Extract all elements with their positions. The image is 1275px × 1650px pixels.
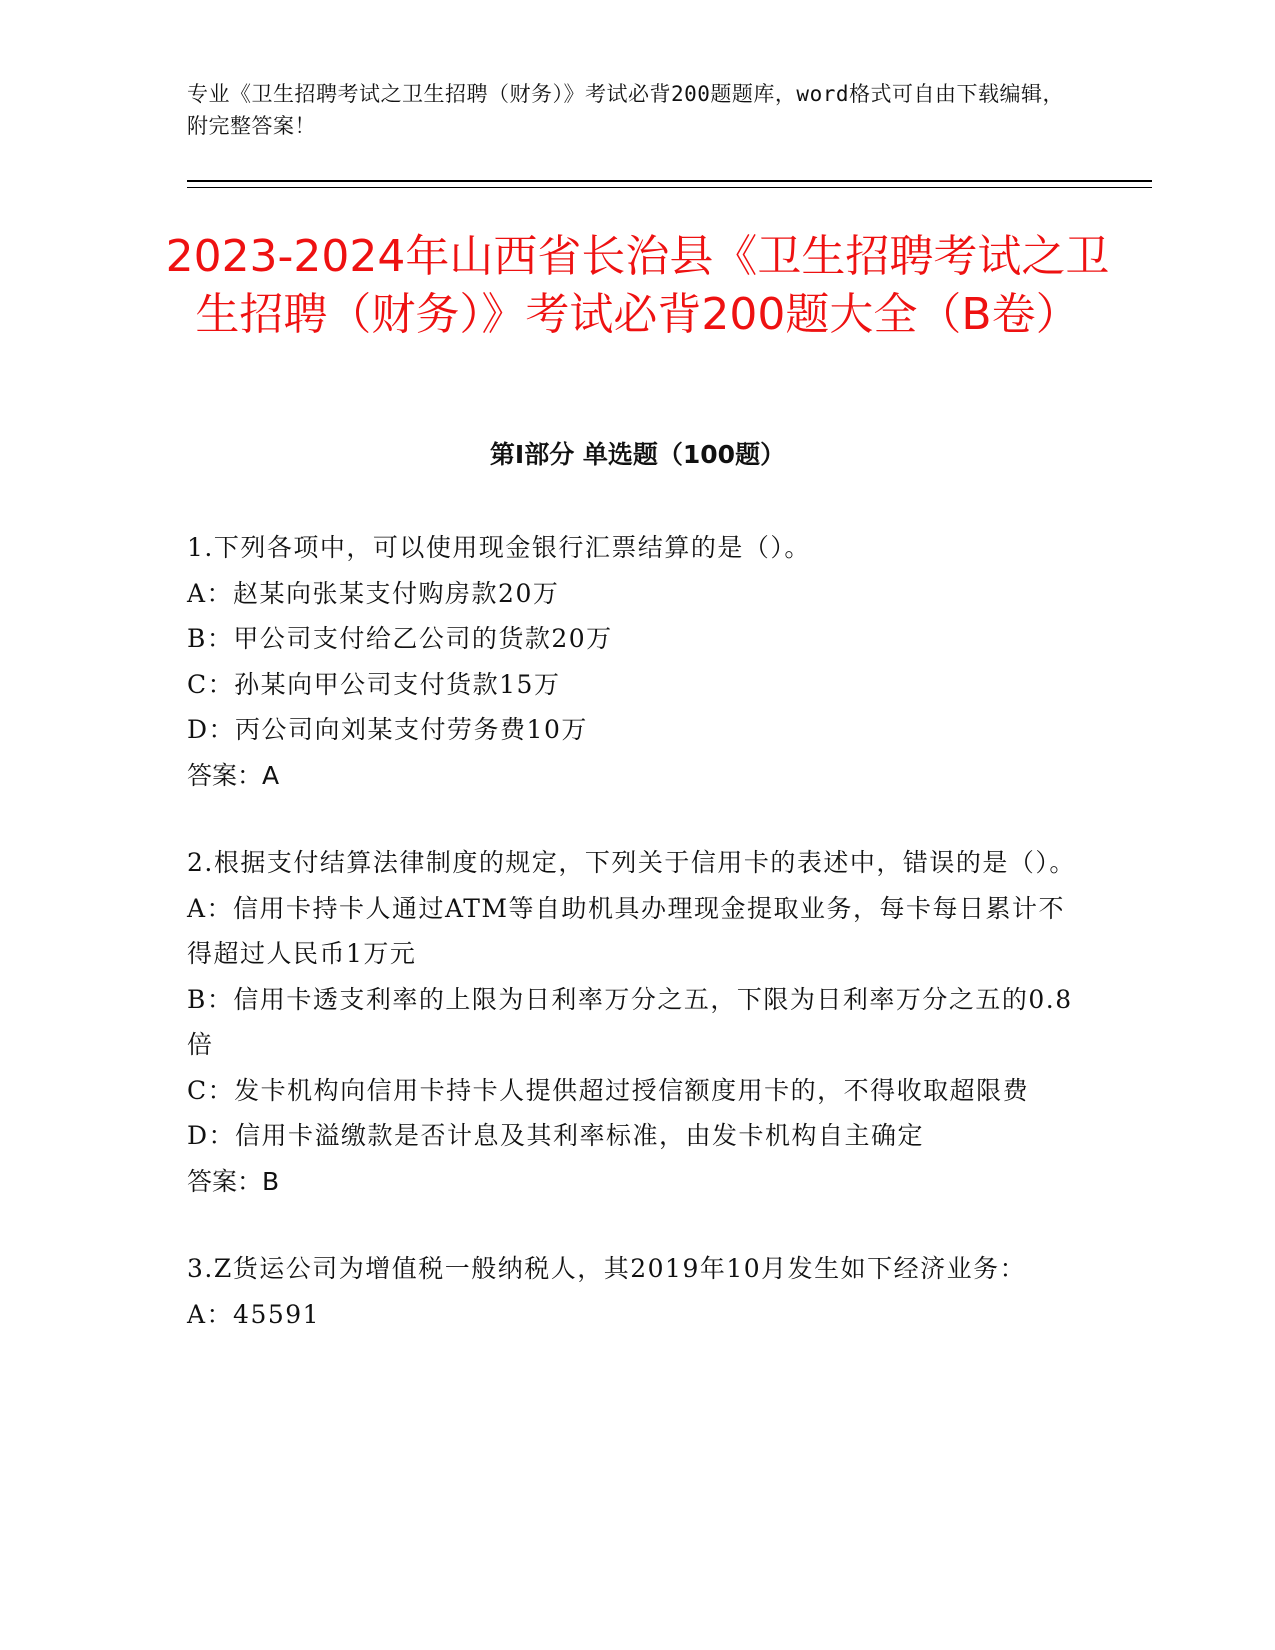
- question-1: [187, 525, 1087, 798]
- option-c: C：孙某向甲公司支付货款15万: [187, 669, 561, 699]
- option-a: A：赵某向张某支付购房款20万: [187, 578, 560, 608]
- question-stem: 2.根据支付结算法律制度的规定，下列关于信用卡的表述中，错误的是（）。: [187, 848, 1076, 877]
- question-2: [187, 840, 1087, 1204]
- option-c: C：发卡机构向信用卡持卡人提供超过授信额度用卡的，不得收取超限费: [187, 1075, 1030, 1105]
- section-heading: 第Ⅰ部分 单选题（100题）: [489, 440, 786, 469]
- header-divider-thick: [187, 180, 1152, 182]
- option-a: A：45591: [187, 1299, 321, 1329]
- option-d: D：丙公司向刘某支付劳务费10万: [187, 715, 588, 744]
- document-title: 2023-2024年山西省长治县《卫生招聘考试之卫生招聘（财务）》考试必背200题大全（B卷）: [165, 231, 1110, 340]
- question-list: [187, 525, 1087, 1379]
- option-b: B：甲公司支付给乙公司的货款20万: [187, 624, 613, 653]
- question-stem: 3.Z货运公司为增值税一般纳税人，其2019年10月发生如下经济业务：: [187, 1254, 1027, 1283]
- answer-label: 答案：B: [187, 1166, 280, 1196]
- option-a: A：信用卡持卡人通过ATM等自助机具办理现金提取业务，每卡每日累计不得超过人民币1万元: [187, 893, 1066, 968]
- answer-label: 答案：A: [187, 760, 280, 790]
- option-b: B：信用卡透支利率的上限为日利率万分之五，下限为日利率万分之五的0.8倍: [187, 984, 1073, 1059]
- question-stem: 1.下列各项中，可以使用现金银行汇票结算的是（）。: [187, 533, 811, 562]
- question-3: [187, 1246, 1087, 1337]
- option-d: D：信用卡溢缴款是否计息及其利率标准，由发卡机构自主确定: [187, 1121, 925, 1150]
- header-divider-thin: [187, 187, 1152, 188]
- header-note: 专业《卫生招聘考试之卫生招聘（财务）》考试必背200题题库，word格式可自由下载编辑，附完整答案！: [187, 82, 1064, 138]
